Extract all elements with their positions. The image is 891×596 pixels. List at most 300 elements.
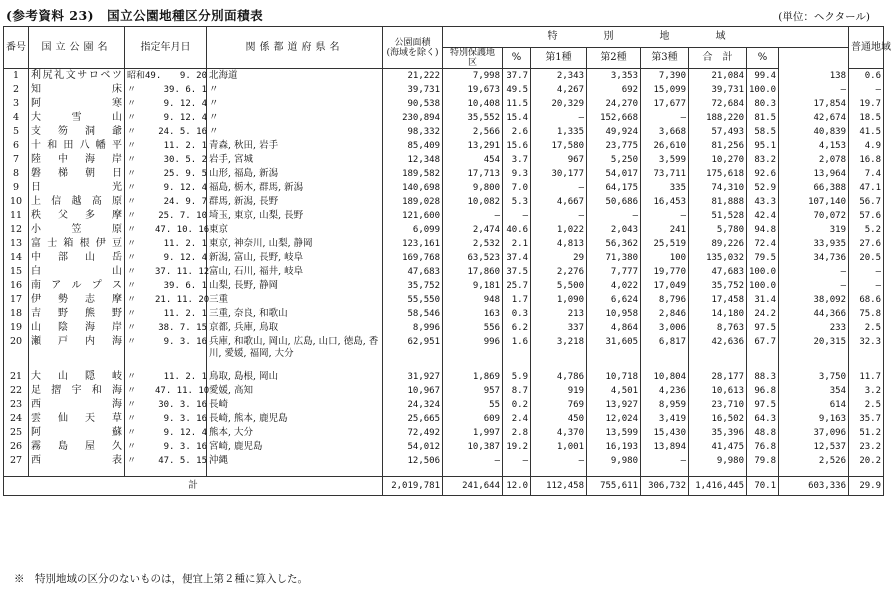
document-title: (参考資料 23) 国立公園地種区分別面積表 bbox=[6, 8, 264, 23]
table-row bbox=[4, 167, 884, 181]
cell-spp: 2.1 bbox=[503, 237, 531, 251]
cell-name: 日 光 bbox=[29, 181, 125, 195]
cell-date bbox=[125, 167, 207, 181]
cell-area: 98,332 bbox=[383, 125, 443, 139]
cell-ord: 13,964 bbox=[779, 167, 849, 181]
header-park-name: 国立公園名 bbox=[29, 27, 125, 69]
cell-ord: 3,750 bbox=[779, 370, 849, 384]
cell-spp: 25.7 bbox=[503, 279, 531, 293]
cell-c1: — bbox=[531, 209, 587, 223]
cell-pref: 新潟, 富山, 長野, 岐阜 bbox=[207, 251, 383, 265]
cell-date-value: 25. 9. 5 bbox=[163, 169, 207, 179]
cell-ord: 107,140 bbox=[779, 195, 849, 209]
cell-date bbox=[125, 265, 210, 279]
cell-sum: 89,226 bbox=[689, 237, 747, 251]
cell-area: 189,582 bbox=[383, 167, 443, 181]
cell-c3: 4,236 bbox=[641, 384, 689, 398]
cell-name: 白 山 bbox=[29, 265, 125, 279]
cell-sump: 67.7 bbox=[747, 335, 779, 362]
cell-c1: 20,329 bbox=[531, 97, 587, 111]
cell-area: 55,550 bbox=[383, 293, 443, 307]
spacer-cell bbox=[383, 362, 443, 370]
cell-date bbox=[125, 69, 207, 84]
cell-date bbox=[125, 209, 207, 223]
cell-sump: 48.8 bbox=[747, 426, 779, 440]
cell-ord: 233 bbox=[779, 321, 849, 335]
spacer-cell bbox=[4, 362, 29, 370]
cell-c2: 7,777 bbox=[587, 265, 641, 279]
cell-date-era: 〃 bbox=[127, 456, 137, 466]
cell-ord: 70,072 bbox=[779, 209, 849, 223]
cell-sum: 10,270 bbox=[689, 153, 747, 167]
spacer-cell bbox=[531, 468, 587, 477]
cell-ordp: — bbox=[849, 83, 884, 97]
spacer-cell bbox=[383, 468, 443, 477]
cell-name: 山 陰 海 岸 bbox=[29, 321, 125, 335]
cell-c2: 16,193 bbox=[587, 440, 641, 454]
cell-c2: 56,362 bbox=[587, 237, 641, 251]
cell-date bbox=[125, 426, 207, 440]
header-special-area: 特 別 地 域 bbox=[443, 27, 849, 48]
cell-ordp: 2.5 bbox=[849, 398, 884, 412]
cell-date bbox=[125, 181, 207, 195]
cell-sp: 2,474 bbox=[443, 223, 503, 237]
cell-c1: 4,370 bbox=[531, 426, 587, 440]
header-date: 指定年月日 bbox=[125, 27, 207, 69]
cell-sump: 24.2 bbox=[747, 307, 779, 321]
cell-no: 7 bbox=[4, 153, 29, 167]
cell-sp: 7,998 bbox=[443, 69, 503, 84]
cell-no: 11 bbox=[4, 209, 29, 223]
cell-c3: 100 bbox=[641, 251, 689, 265]
cell-ord: 42,674 bbox=[779, 111, 849, 125]
cell-sum: 47,683 bbox=[689, 265, 747, 279]
cell-sp: 556 bbox=[443, 321, 503, 335]
cell-ord: 37,096 bbox=[779, 426, 849, 440]
cell-name: 秩 父 多 摩 bbox=[29, 209, 125, 223]
header-class1: 第1種 bbox=[531, 48, 587, 69]
cell-area: 10,967 bbox=[383, 384, 443, 398]
cell-date-era: 〃 bbox=[127, 337, 137, 347]
cell-spp: 49.5 bbox=[503, 83, 531, 97]
cell-sp: 1,869 bbox=[443, 370, 503, 384]
cell-sp: — bbox=[443, 454, 503, 468]
cell-no: 13 bbox=[4, 237, 29, 251]
cell-no: 3 bbox=[4, 97, 29, 111]
cell-sp: 19,673 bbox=[443, 83, 503, 97]
cell-name: 西 表 bbox=[29, 454, 125, 468]
cell-sum: 72,684 bbox=[689, 97, 747, 111]
cell-date bbox=[125, 321, 207, 335]
cell-ordp: 23.2 bbox=[849, 440, 884, 454]
cell-date-value: 11. 2. 1 bbox=[163, 239, 207, 249]
cell-ordp: 75.8 bbox=[849, 307, 884, 321]
cell-date-era: 〃 bbox=[127, 127, 137, 137]
spacer-cell bbox=[503, 468, 531, 477]
cell-name: 伊 勢 志 摩 bbox=[29, 293, 125, 307]
cell-c2: 50,686 bbox=[587, 195, 641, 209]
cell-ordp: 7.4 bbox=[849, 167, 884, 181]
cell-c2: 2,043 bbox=[587, 223, 641, 237]
cell-ord: — bbox=[779, 279, 849, 293]
cell-date-era: 〃 bbox=[127, 113, 137, 123]
cell-date bbox=[125, 454, 207, 468]
cell-name: 上 信 越 高 原 bbox=[29, 195, 125, 209]
table-row bbox=[4, 139, 884, 153]
cell-name: 吉 野 熊 野 bbox=[29, 307, 125, 321]
cell-date bbox=[125, 398, 207, 412]
cell-sump: 94.8 bbox=[747, 223, 779, 237]
cell-name: 小 笠 原 bbox=[29, 223, 125, 237]
cell-area: 12,348 bbox=[383, 153, 443, 167]
cell-date bbox=[125, 335, 207, 362]
cell-pref: 愛媛, 高知 bbox=[207, 384, 383, 398]
cell-c1: 2,343 bbox=[531, 69, 587, 84]
cell-c3: 73,711 bbox=[641, 167, 689, 181]
cell-ord: 138 bbox=[779, 69, 849, 84]
cell-no: 14 bbox=[4, 251, 29, 265]
cell-c3: 335 bbox=[641, 181, 689, 195]
cell-area: 47,683 bbox=[383, 265, 443, 279]
cell-date-era: 〃 bbox=[127, 281, 137, 291]
cell-pref: 〃 bbox=[207, 83, 383, 97]
cell-c3: 17,677 bbox=[641, 97, 689, 111]
cell-c3: 7,390 bbox=[641, 69, 689, 84]
cell-area: 35,752 bbox=[383, 279, 443, 293]
cell-c2: 4,022 bbox=[587, 279, 641, 293]
cell-date-value: 9. 12. 4 bbox=[163, 428, 207, 438]
cell-sp: 55 bbox=[443, 398, 503, 412]
cell-ord: 9,163 bbox=[779, 412, 849, 426]
cell-c1: 337 bbox=[531, 321, 587, 335]
cell-name: 知 床 bbox=[29, 83, 125, 97]
cell-no: 20 bbox=[4, 335, 29, 362]
spacer-cell bbox=[503, 362, 531, 370]
cell-pref: 熊本, 大分 bbox=[207, 426, 383, 440]
cell-sump: 64.3 bbox=[747, 412, 779, 426]
cell-date bbox=[125, 153, 207, 167]
cell-sump: 99.4 bbox=[747, 69, 779, 84]
cell-c3: 15,099 bbox=[641, 83, 689, 97]
cell-c3: 3,599 bbox=[641, 153, 689, 167]
cell-pref: 岩手, 宮城 bbox=[207, 153, 383, 167]
header-park-area: 公園面積 (海域を除く) bbox=[383, 27, 443, 69]
total-row bbox=[4, 477, 884, 496]
cell-sum: 81,888 bbox=[689, 195, 747, 209]
cell-date-value: 9. 3. 16 bbox=[163, 337, 207, 347]
cell-sump: 76.8 bbox=[747, 440, 779, 454]
cell-c3: 10,804 bbox=[641, 370, 689, 384]
cell-pref: 山形, 福島, 新潟 bbox=[207, 167, 383, 181]
cell-no: 6 bbox=[4, 139, 29, 153]
table-row bbox=[4, 265, 884, 279]
total-c3: 306,732 bbox=[641, 477, 689, 496]
cell-spp: 15.4 bbox=[503, 111, 531, 125]
table-row bbox=[4, 195, 884, 209]
cell-c1: 967 bbox=[531, 153, 587, 167]
cell-ord: 17,854 bbox=[779, 97, 849, 111]
cell-sump: 43.3 bbox=[747, 195, 779, 209]
total-c1: 112,458 bbox=[531, 477, 587, 496]
cell-date bbox=[125, 195, 207, 209]
cell-date-era: 〃 bbox=[127, 239, 137, 249]
cell-pref: 鳥取, 島根, 岡山 bbox=[207, 370, 383, 384]
cell-area: 189,028 bbox=[383, 195, 443, 209]
cell-area: 12,506 bbox=[383, 454, 443, 468]
cell-ord: 66,388 bbox=[779, 181, 849, 195]
cell-no: 1 bbox=[4, 69, 29, 84]
cell-sp: 2,532 bbox=[443, 237, 503, 251]
cell-ordp: 19.7 bbox=[849, 97, 884, 111]
cell-c3: 26,610 bbox=[641, 139, 689, 153]
cell-date-era: 〃 bbox=[127, 253, 137, 263]
cell-spp: 37.4 bbox=[503, 251, 531, 265]
cell-area: 123,161 bbox=[383, 237, 443, 251]
cell-date bbox=[125, 111, 207, 125]
cell-area: 31,927 bbox=[383, 370, 443, 384]
table-row bbox=[4, 125, 884, 139]
cell-ordp: 47.1 bbox=[849, 181, 884, 195]
cell-c3: 3,006 bbox=[641, 321, 689, 335]
total-ord: 603,336 bbox=[779, 477, 849, 496]
cell-sump: 42.4 bbox=[747, 209, 779, 223]
cell-c1: 3,218 bbox=[531, 335, 587, 362]
cell-pref: 福島, 栃木, 群馬, 新潟 bbox=[207, 181, 383, 195]
cell-pref: 京都, 兵庫, 鳥取 bbox=[207, 321, 383, 335]
cell-name: 利尻礼文サロベツ bbox=[29, 69, 125, 84]
cell-pref: 東京, 神奈川, 山梨, 静岡 bbox=[207, 237, 383, 251]
cell-sp: 1,997 bbox=[443, 426, 503, 440]
cell-ordp: 5.2 bbox=[849, 223, 884, 237]
cell-no: 9 bbox=[4, 181, 29, 195]
cell-c1: 1,090 bbox=[531, 293, 587, 307]
cell-pref: 長崎 bbox=[207, 398, 383, 412]
cell-name: 足 摺 宇 和 海 bbox=[29, 384, 125, 398]
cell-sump: 100.0 bbox=[747, 265, 779, 279]
cell-sum: 10,613 bbox=[689, 384, 747, 398]
cell-c1: 30,177 bbox=[531, 167, 587, 181]
cell-sump: 58.5 bbox=[747, 125, 779, 139]
cell-sp: — bbox=[443, 209, 503, 223]
cell-spp: — bbox=[503, 209, 531, 223]
cell-no: 2 bbox=[4, 83, 29, 97]
cell-spp: 37.7 bbox=[503, 69, 531, 84]
cell-spp: 8.7 bbox=[503, 384, 531, 398]
cell-c1: 4,667 bbox=[531, 195, 587, 209]
cell-area: 121,600 bbox=[383, 209, 443, 223]
cell-ordp: 20.5 bbox=[849, 251, 884, 265]
cell-pref: 〃 bbox=[207, 125, 383, 139]
cell-spp: 3.7 bbox=[503, 153, 531, 167]
cell-c2: 692 bbox=[587, 83, 641, 97]
cell-ord: 12,537 bbox=[779, 440, 849, 454]
header-no: 番号 bbox=[4, 27, 29, 69]
cell-sum: 188,220 bbox=[689, 111, 747, 125]
cell-sump: 88.3 bbox=[747, 370, 779, 384]
cell-name: 雲 仙 天 草 bbox=[29, 412, 125, 426]
table-row bbox=[4, 251, 884, 265]
cell-date-era: 〃 bbox=[127, 309, 137, 319]
cell-spp: 2.8 bbox=[503, 426, 531, 440]
table-row bbox=[4, 181, 884, 195]
cell-sump: 92.6 bbox=[747, 167, 779, 181]
cell-c2: 152,668 bbox=[587, 111, 641, 125]
cell-sump: 80.3 bbox=[747, 97, 779, 111]
cell-date-value: 47. 5. 15 bbox=[158, 456, 207, 466]
cell-no: 25 bbox=[4, 426, 29, 440]
cell-date-era: 〃 bbox=[127, 442, 137, 452]
cell-no: 18 bbox=[4, 307, 29, 321]
table-row bbox=[4, 209, 884, 223]
cell-sum: 74,310 bbox=[689, 181, 747, 195]
cell-sump: 100.0 bbox=[747, 83, 779, 97]
cell-date bbox=[125, 83, 207, 97]
spacer-cell bbox=[587, 362, 641, 370]
cell-c3: 16,453 bbox=[641, 195, 689, 209]
table-row bbox=[4, 440, 884, 454]
cell-c3: 8,796 bbox=[641, 293, 689, 307]
cell-c2: 9,980 bbox=[587, 454, 641, 468]
cell-no: 19 bbox=[4, 321, 29, 335]
cell-ordp: 18.5 bbox=[849, 111, 884, 125]
cell-ord: 40,839 bbox=[779, 125, 849, 139]
cell-sp: 609 bbox=[443, 412, 503, 426]
cell-date-value: 37. 11. 12 bbox=[155, 267, 210, 277]
spacer-cell bbox=[779, 362, 849, 370]
cell-c1: 1,335 bbox=[531, 125, 587, 139]
table-row bbox=[4, 321, 884, 335]
cell-sump: 97.5 bbox=[747, 398, 779, 412]
cell-sum: 28,177 bbox=[689, 370, 747, 384]
cell-ord: 2,078 bbox=[779, 153, 849, 167]
cell-date bbox=[125, 125, 207, 139]
cell-sp: 10,082 bbox=[443, 195, 503, 209]
cell-date-value: 25. 7. 10 bbox=[158, 211, 207, 221]
cell-sum: 81,256 bbox=[689, 139, 747, 153]
total-sp: 241,644 bbox=[443, 477, 503, 496]
cell-name: 瀬 戸 内 海 bbox=[29, 335, 125, 362]
cell-spp: 5.3 bbox=[503, 195, 531, 209]
cell-area: 169,768 bbox=[383, 251, 443, 265]
cell-area: 90,538 bbox=[383, 97, 443, 111]
cell-sp: 957 bbox=[443, 384, 503, 398]
cell-sum: 14,180 bbox=[689, 307, 747, 321]
cell-no: 21 bbox=[4, 370, 29, 384]
cell-sp: 17,713 bbox=[443, 167, 503, 181]
cell-spp: 2.6 bbox=[503, 125, 531, 139]
cell-area: 140,698 bbox=[383, 181, 443, 195]
spacer-cell bbox=[443, 468, 503, 477]
cell-ordp: 11.7 bbox=[849, 370, 884, 384]
cell-c2: 13,599 bbox=[587, 426, 641, 440]
cell-date-value: 39. 6. 1 bbox=[163, 85, 207, 95]
cell-date-value: 9. 3. 16 bbox=[163, 442, 207, 452]
cell-no: 15 bbox=[4, 265, 29, 279]
cell-no: 10 bbox=[4, 195, 29, 209]
cell-date bbox=[125, 139, 207, 153]
spacer-cell bbox=[531, 362, 587, 370]
cell-name: 阿 寒 bbox=[29, 97, 125, 111]
cell-ordp: 32.3 bbox=[849, 335, 884, 362]
cell-date bbox=[125, 251, 207, 265]
cell-no: 24 bbox=[4, 412, 29, 426]
table-row bbox=[4, 153, 884, 167]
cell-spp: 6.2 bbox=[503, 321, 531, 335]
table-row bbox=[4, 83, 884, 97]
cell-area: 85,409 bbox=[383, 139, 443, 153]
cell-date-era: 〃 bbox=[127, 267, 137, 277]
cell-sp: 454 bbox=[443, 153, 503, 167]
spacer-cell bbox=[641, 362, 689, 370]
spacer-cell bbox=[207, 468, 383, 477]
cell-pref: 山梨, 長野, 静岡 bbox=[207, 279, 383, 293]
table-row bbox=[4, 111, 884, 125]
row-spacer bbox=[4, 362, 884, 370]
cell-no: 16 bbox=[4, 279, 29, 293]
cell-c2: 4,501 bbox=[587, 384, 641, 398]
cell-name: 南 ア ル プ ス bbox=[29, 279, 125, 293]
table-row bbox=[4, 412, 884, 426]
cell-c2: 49,924 bbox=[587, 125, 641, 139]
cell-sump: 100.0 bbox=[747, 279, 779, 293]
table-row bbox=[4, 370, 884, 384]
cell-date bbox=[125, 440, 207, 454]
cell-ordp: 20.2 bbox=[849, 454, 884, 468]
cell-spp: 7.0 bbox=[503, 181, 531, 195]
cell-no: 26 bbox=[4, 440, 29, 454]
cell-date-era: 〃 bbox=[127, 323, 137, 333]
cell-ord: 38,092 bbox=[779, 293, 849, 307]
cell-sump: 52.9 bbox=[747, 181, 779, 195]
cell-area: 21,222 bbox=[383, 69, 443, 84]
cell-c3: 3,419 bbox=[641, 412, 689, 426]
cell-sp: 996 bbox=[443, 335, 503, 362]
cell-sump: 96.8 bbox=[747, 384, 779, 398]
cell-area: 24,324 bbox=[383, 398, 443, 412]
cell-name: 大 山 隠 岐 bbox=[29, 370, 125, 384]
cell-ord: 354 bbox=[779, 384, 849, 398]
cell-area: 58,546 bbox=[383, 307, 443, 321]
spacer-cell bbox=[689, 362, 747, 370]
cell-name: 西 海 bbox=[29, 398, 125, 412]
cell-ord: 4,153 bbox=[779, 139, 849, 153]
cell-date-value: 47. 11. 10 bbox=[155, 386, 210, 396]
spacer-cell bbox=[747, 468, 779, 477]
cell-sump: 79.5 bbox=[747, 251, 779, 265]
cell-c2: 31,605 bbox=[587, 335, 641, 362]
cell-ord: 34,736 bbox=[779, 251, 849, 265]
cell-date-value: 11. 2. 1 bbox=[163, 309, 207, 319]
cell-spp: 0.2 bbox=[503, 398, 531, 412]
cell-sump: 31.4 bbox=[747, 293, 779, 307]
cell-date-value: 11. 2. 1 bbox=[163, 372, 207, 382]
cell-date-era: 昭和49. bbox=[127, 71, 162, 81]
cell-date bbox=[125, 412, 207, 426]
cell-sump: 72.4 bbox=[747, 237, 779, 251]
cell-name: 富士箱根伊豆 bbox=[29, 237, 125, 251]
cell-c3: 6,817 bbox=[641, 335, 689, 362]
cell-c3: — bbox=[641, 454, 689, 468]
cell-name: 中 部 山 岳 bbox=[29, 251, 125, 265]
cell-ord: 319 bbox=[779, 223, 849, 237]
cell-sum: 17,458 bbox=[689, 293, 747, 307]
cell-area: 72,492 bbox=[383, 426, 443, 440]
cell-date bbox=[125, 293, 210, 307]
header-sp-pct: % bbox=[503, 48, 531, 69]
cell-date-value: 9. 3. 16 bbox=[163, 414, 207, 424]
cell-c1: 450 bbox=[531, 412, 587, 426]
cell-date-value: 9. 12. 4 bbox=[163, 113, 207, 123]
